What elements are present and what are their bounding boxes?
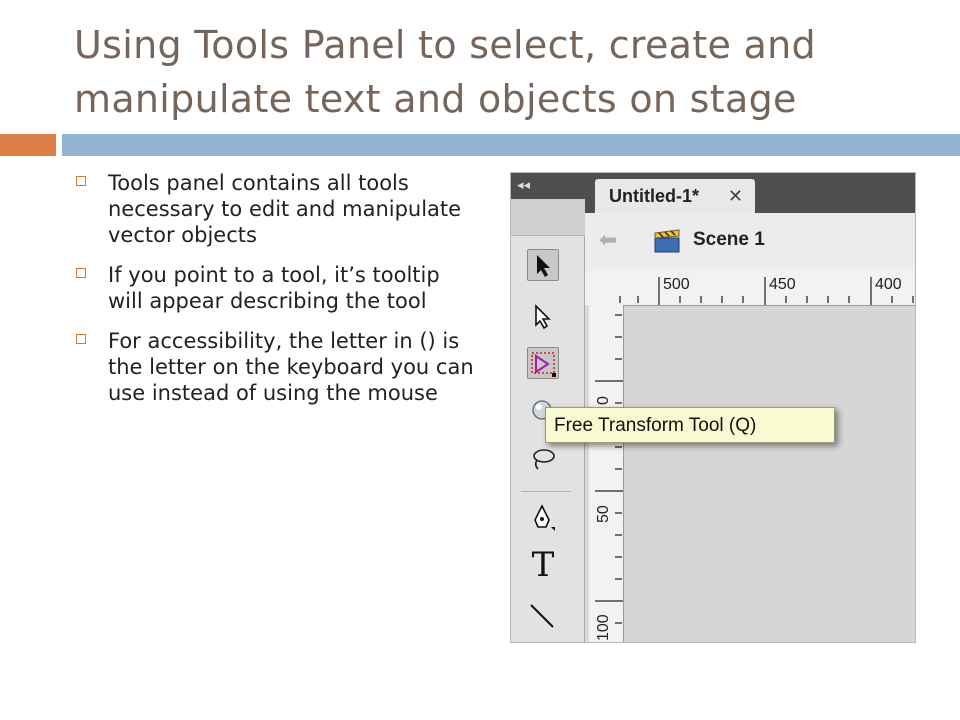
- pen-tool-icon[interactable]: [527, 503, 559, 535]
- flash-screenshot: [510, 172, 916, 643]
- document-tab-label: Untitled-1*: [609, 186, 699, 206]
- slide-title-line1: Using Tools Panel to select, create and: [74, 23, 816, 67]
- ruler-label: 0: [595, 396, 612, 405]
- bullet-square-icon: [76, 268, 86, 278]
- ruler-label: 400: [875, 276, 902, 293]
- tools-separator: [521, 491, 571, 492]
- vertical-ruler: [589, 305, 624, 643]
- title-accent-bar-blue: [62, 134, 960, 156]
- bullet-square-icon: [76, 176, 86, 186]
- collapse-panel-icon[interactable]: ◂◂: [517, 177, 531, 192]
- tools-panel-grip[interactable]: [511, 199, 585, 236]
- ruler-corner: [585, 271, 615, 305]
- scene-label[interactable]: Scene 1: [693, 229, 765, 250]
- ruler-label: 50: [595, 505, 612, 523]
- bullet-item: If you point to a tool, it’s tooltip will appear describing the tool: [76, 262, 476, 314]
- tools-panel-header: [511, 173, 585, 199]
- slide-title-line2: manipulate text and objects on stage: [74, 77, 797, 121]
- lasso-tool-icon[interactable]: [527, 445, 559, 477]
- clapperboard-icon: [653, 229, 681, 253]
- text-tool-icon[interactable]: T: [531, 545, 555, 585]
- slide-title: [74, 18, 934, 126]
- bullet-item: For accessibility, the letter in () is the letter on the keyboard you can use instead of using the mouse: [76, 328, 476, 406]
- horizontal-ruler: [615, 271, 916, 306]
- edit-bar: [585, 213, 916, 272]
- subselection-tool-icon[interactable]: [527, 301, 559, 333]
- ruler-label: 100: [595, 614, 612, 641]
- close-icon[interactable]: ✕: [727, 186, 743, 206]
- bullet-item: Tools panel contains all tools necessary to edit and manipulate vector objects: [76, 170, 476, 248]
- line-tool-icon[interactable]: [527, 599, 559, 631]
- stage-canvas[interactable]: [624, 306, 916, 643]
- bullet-square-icon: [76, 334, 86, 344]
- ruler-label: 500: [663, 276, 690, 293]
- back-arrow-icon[interactable]: ⬅: [599, 227, 618, 252]
- title-accent-bar-orange: [0, 134, 56, 156]
- tool-tooltip: Free Transform Tool (Q): [545, 407, 835, 443]
- document-tab-bar: [585, 173, 916, 213]
- document-tab[interactable]: [595, 179, 755, 213]
- selection-tool-icon[interactable]: [527, 249, 559, 281]
- ruler-label: 450: [769, 276, 796, 293]
- bullet-list: [76, 170, 476, 420]
- free-transform-tool-icon[interactable]: [527, 347, 559, 379]
